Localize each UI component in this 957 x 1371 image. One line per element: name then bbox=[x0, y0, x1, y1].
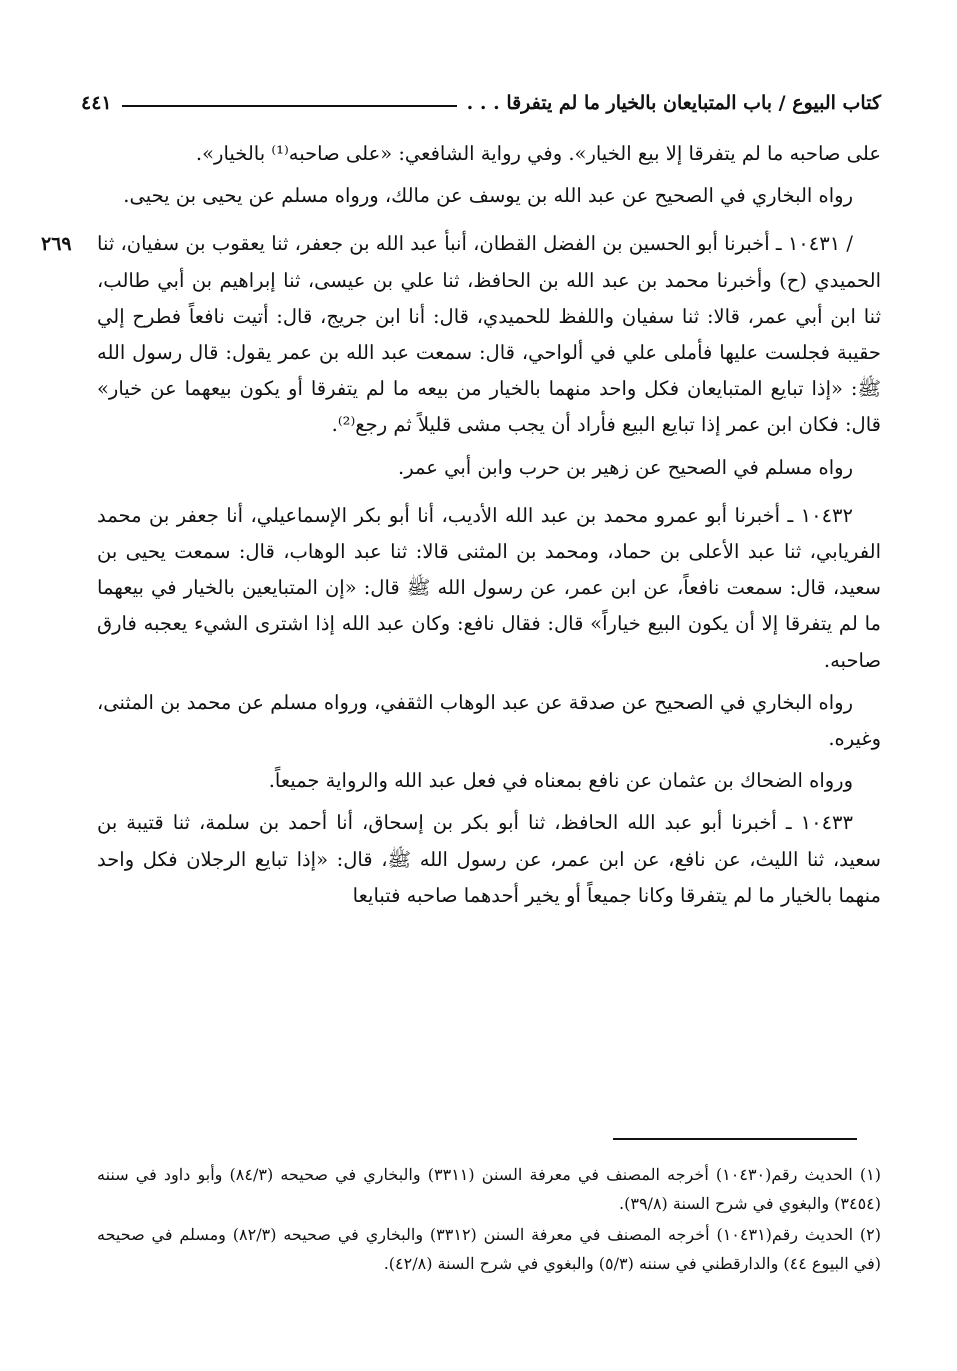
hadith-10431 bbox=[41, 226, 881, 443]
header-rule bbox=[122, 105, 457, 107]
main-text bbox=[41, 136, 881, 926]
paragraph-narration: ورواه الضحاك بن عثمان عن نافع بمعناه في فعل عبد الله والرواية جميعاً. bbox=[268, 769, 853, 793]
footnote-2: (٢) الحديث رقم(١٠٤٣١) أخرجه المصنف في معرفة السنن (٣٣١٢) والبخاري في صحيحه (٨٢/٣) ومسلم في صحيحه (في البيوع ٤٤) والدارقطني في سننه (٥/٣) والبغوي في شرح السنة (٤٢/٨). bbox=[97, 1225, 881, 1273]
paragraph-continuation: على صاحبه ما لم يتفرقا إلا بيع الخيار». وفي رواية الشافعي: «على صاحبه⁽¹⁾ بالخيار». bbox=[195, 142, 881, 165]
hadith-10432: ١٠٤٣٢ ـ أخبرنا أبو عمرو محمد بن عبد الله الأديب، أنا أبو بكر الإسماعيلي، أنا جعفر بن محمد الفريابي، ثنا عبد الأعلى بن حماد، ومحمد بن المثنى قالا: ثنا عبد الوهاب، قال: سمعت يحيى بن سعيد، قال: سمعت نافعاً، عن ابن عمر، عن رسول الله ﷺ قال: «إن المتبايعين بالخيار في بيعهما ما لم يتفرقا إلا أن يكون البيع خياراً» قال: فقال نافع: وكان عبد الله إذا اشترى الشيء يعجبه فارق صاحبه. bbox=[97, 503, 881, 672]
footnote-separator bbox=[613, 1138, 857, 1140]
page-number: ٤٤١ bbox=[81, 92, 112, 114]
paragraph-narration: رواه البخاري في الصحيح عن صدقة عن عبد الوهاب الثقفي، ورواه مسلم عن محمد بن المثنى، وغيره. bbox=[97, 690, 881, 751]
running-header bbox=[81, 80, 881, 114]
paragraph-narration: رواه البخاري في الصحيح عن عبد الله بن يوسف عن مالك، ورواه مسلم عن يحيى بن يحيى. bbox=[123, 184, 853, 208]
chapter-title: كتاب البيوع / باب المتبايعان بالخيار ما لم يتفرقا . . . bbox=[466, 92, 881, 114]
footnotes bbox=[97, 1160, 881, 1280]
paragraph-narration: رواه مسلم في الصحيح عن زهير بن حرب وابن أبي عمر. bbox=[398, 455, 853, 479]
footnote-1: (١) الحديث رقم(١٠٤٣٠) أخرجه المصنف في معرفة السنن (٣٣١١) والبخاري في صحيحه (٨٤/٣) وأبو داود في سننه (٣٤٥٤) والبغوي في شرح السنة (٣٩/٨). bbox=[97, 1165, 881, 1213]
hadith-text: / ١٠٤٣١ ـ أخبرنا أبو الحسين بن الفضل القطان، أنبأ عبد الله بن جعفر، ثنا يعقوب بن سفيان، ثنا الحميدي (ح) وأخبرنا محمد بن عبد الله بن الحافظ، ثنا علي بن عيسى، ثنا إبراهيم بن أبي طالب، ثنا ابن أبي عمر، قالا: ثنا سفيان واللفظ للحميدي، قال: أنا ابن جريج، قال: أتيت نافعاً فطرح إلي حقيبة فجلست عليها فأملى علي في ألواحي، قال: سمعت عبد الله بن عمر يقول: قال رسول الله ﷺ: «إذا تبايع المتبايعان فكل واحد منهما بالخيار من بيعه ما لم يتفرقا أو يكون بيعهما عن خيار» قال: فكان ابن عمر إذا تبايع البيع فأراد أن يجب مشى قليلاً ثم رجع⁽²⁾. bbox=[97, 232, 881, 437]
hadith-10433: ١٠٤٣٣ ـ أخبرنا أبو عبد الله الحافظ، ثنا أبو بكر بن إسحاق، أنا أحمد بن سلمة، ثنا قتيبة بن سعيد، ثنا الليث، عن نافع، عن ابن عمر، عن رسول الله ﷺ، قال: «إذا تبايع الرجلان فكل واحد منهما بالخيار ما لم يتفرقا وكانا جميعاً أو يخير أحدهما صاحبه فتبايعا bbox=[97, 811, 881, 907]
margin-page-reference: ٢٦٩ bbox=[41, 233, 72, 256]
